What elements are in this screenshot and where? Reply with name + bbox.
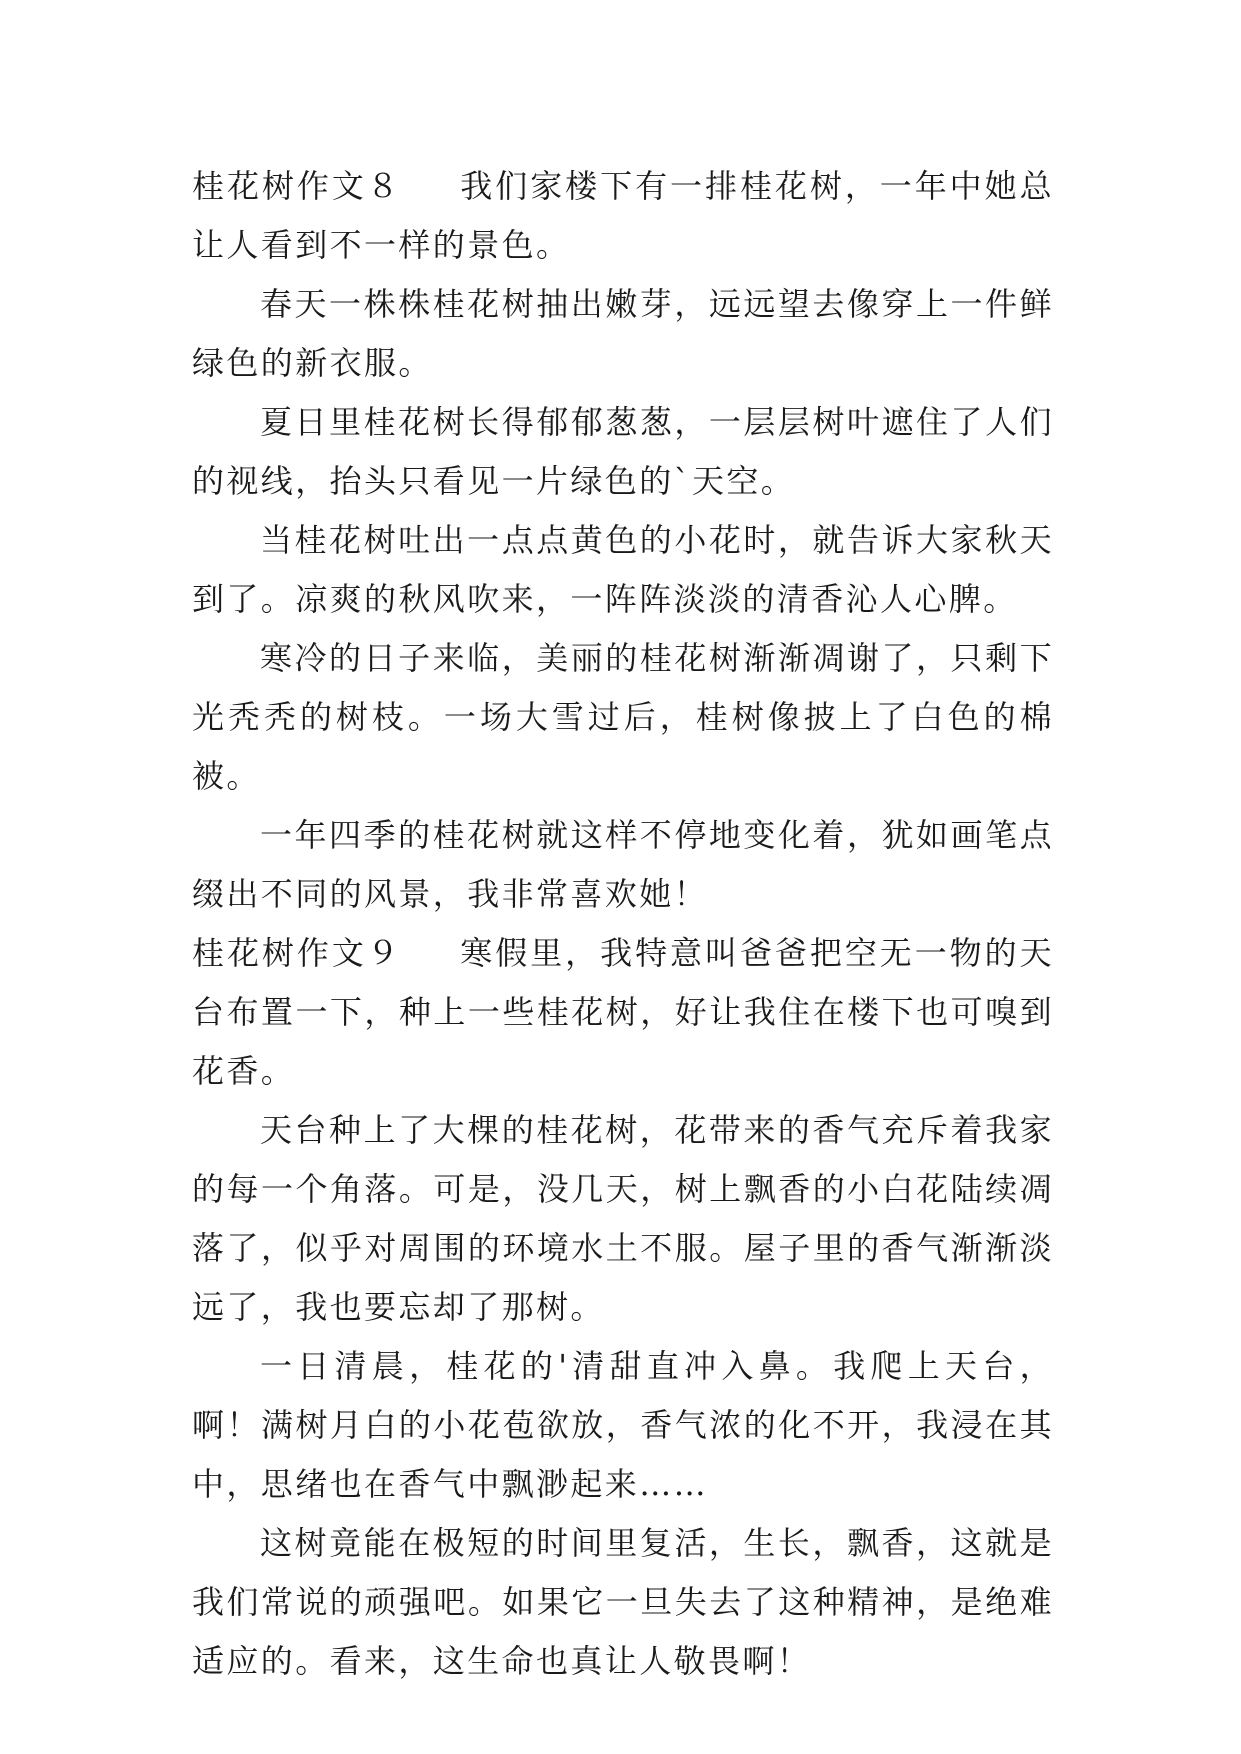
section-first-line: 寒假里，我特意叫爸爸把空无一物的天台布置一下，种上一些桂花树，好让我住在楼下也可嗅到花香。 (192, 934, 1054, 1090)
paragraph: 天台种上了大棵的桂花树，花带来的香气充斥着我家的每一个角落。可是，没几天，树上飘香的小白花陆续凋落了，似乎对周围的环境水土不服。屋子里的香气渐渐淡远了，我也要忘却了那树。 (192, 1111, 1054, 1326)
section-title: 桂花树作文８ (192, 167, 402, 205)
paragraph: 这树竟能在极短的时间里复活，生长，飘香，这就是我们常说的顽强吧。如果它一旦失去了这种精神，是绝难适应的。看来，这生命也真让人敬畏啊！ (192, 1524, 1054, 1680)
paragraph: 寒冷的日子来临，美丽的桂花树渐渐凋谢了，只剩下光秃秃的树枝。一场大雪过后，桂树像披上了白色的棉被。 (192, 639, 1054, 795)
section-8-intro (192, 157, 1054, 275)
section-first-line: 我们家楼下有一排桂花树，一年中她总让人看到不一样的景色。 (192, 167, 1054, 264)
paragraph: 一日清晨，桂花的'清甜直冲入鼻。我爬上天台，啊！满树月白的小花苞欲放，香气浓的化不开，我浸在其中，思绪也在香气中飘渺起来…… (192, 1347, 1054, 1503)
paragraph: 夏日里桂花树长得郁郁葱葱，一层层树叶遮住了人们的视线，抬头只看见一片绿色的`天空。 (192, 403, 1054, 500)
section-title: 桂花树作文９ (192, 934, 402, 972)
paragraph: 一年四季的桂花树就这样不停地变化着，犹如画笔点缀出不同的风景，我非常喜欢她！ (192, 816, 1054, 913)
paragraph: 当桂花树吐出一点点黄色的小花时，就告诉大家秋天到了。凉爽的秋风吹来，一阵阵淡淡的清香沁人心脾。 (192, 521, 1054, 618)
document-body (192, 157, 1054, 1691)
paragraph: 春天一株株桂花树抽出嫩芽，远远望去像穿上一件鲜绿色的新衣服。 (192, 285, 1054, 382)
section-9-intro (192, 924, 1054, 1101)
